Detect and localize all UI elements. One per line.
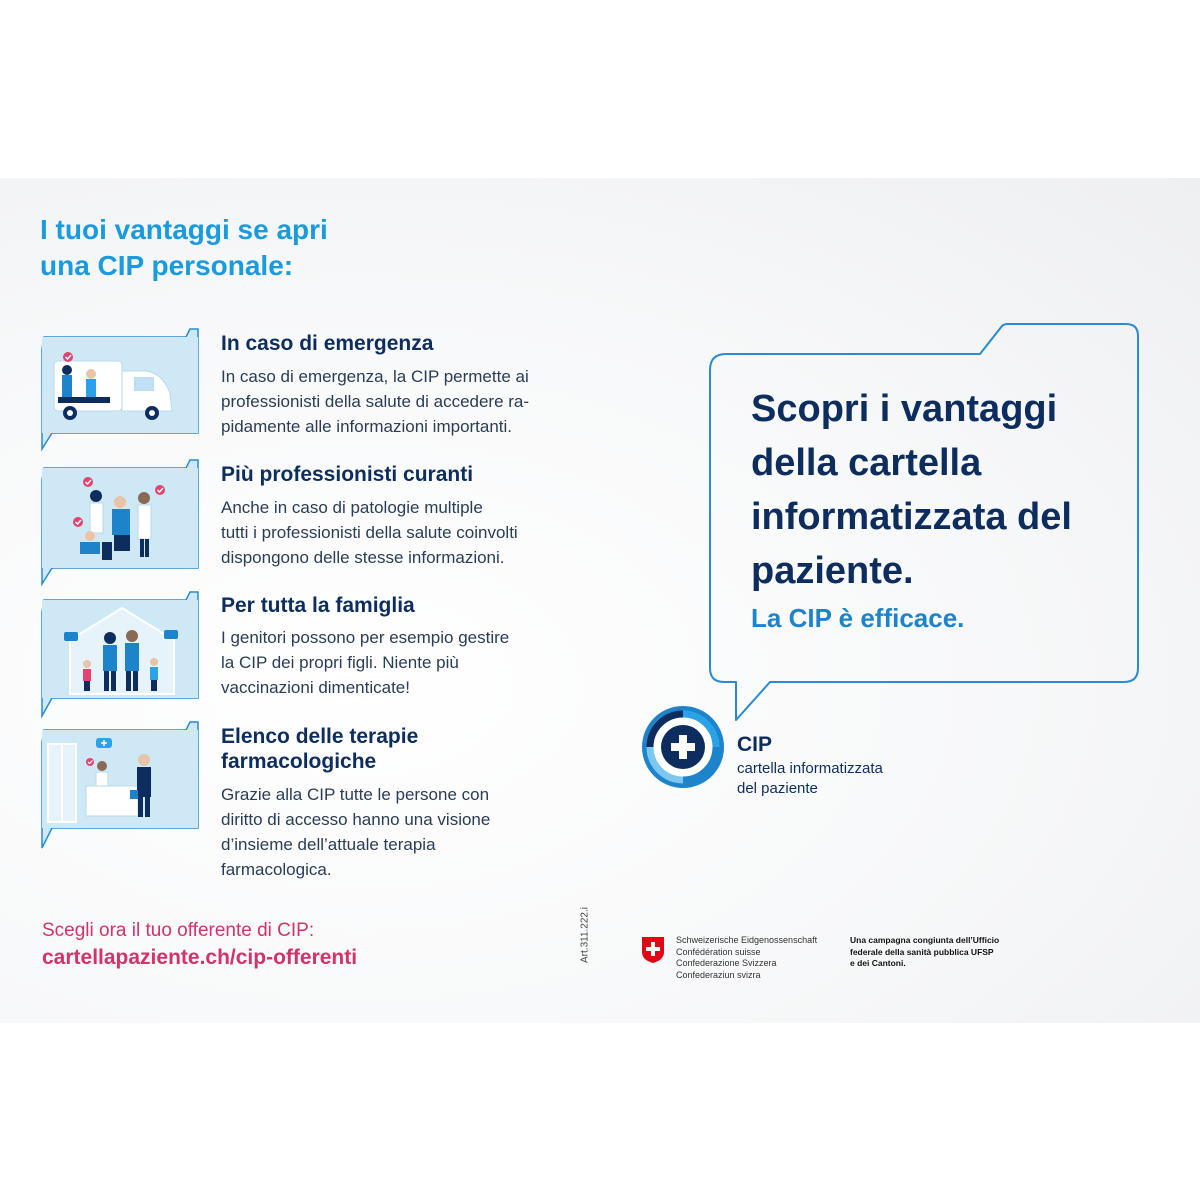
headline-line-2: una CIP personale: — [40, 250, 294, 281]
headline-line-1: I tuoi vantaggi se apri — [40, 214, 328, 245]
benefit-4-title: Elenco delle terapie farmacologiche — [221, 725, 419, 773]
benefit-4-text: Grazie alla CIP tutte le persone con diritto di accesso hanno una visione d’insieme dell’attuale terapia farmacologica. — [221, 785, 491, 879]
article-number: Art.311.222.i — [579, 907, 591, 963]
benefit-1-title: In caso di emergenza — [221, 332, 434, 355]
ambulance-illustration — [40, 327, 200, 457]
benefit-2-title: Più professionisti curanti — [221, 463, 474, 486]
logo-name: CIP — [737, 733, 773, 756]
benefit-3-text: I genitori possono per esempio gestire la CIP dei propri figli. Niente più vaccinazioni dimenticate! — [221, 628, 510, 697]
confederation-names: Schweizerische Eidgenossenschaft Confédération suisse Confederazione Svizzera Confederaziun svizra — [676, 935, 818, 980]
cta-link[interactable]: cartellapaziente.ch/cip-offerenti — [42, 946, 358, 969]
swiss-flag-icon — [641, 936, 665, 964]
benefit-1-text: In caso di emergenza, la CIP permette ai professionisti della salute di accedere ra- pidamente alle informazioni importanti. — [221, 367, 530, 436]
healthcare-team-illustration — [40, 458, 200, 588]
promo-subtitle: La CIP è efficace. — [751, 603, 965, 633]
campaign-note: Una campagna congiunta dell’Ufficio federale della sanità pubblica UFSP e dei Cantoni. — [850, 935, 1000, 968]
benefit-3-title: Per tutta la famiglia — [221, 594, 415, 617]
benefits-headline — [40, 212, 480, 284]
logo-description: cartella informatizzata del paziente — [737, 760, 883, 797]
family-illustration — [40, 590, 200, 720]
cip-logo-icon — [640, 704, 726, 790]
promo-title: Scopri i vantaggi della cartella informatizzata del paziente. — [751, 388, 1072, 592]
cta-text: Scegli ora il tuo offerente di CIP: — [42, 920, 315, 941]
pharmacy-illustration — [40, 720, 200, 850]
benefit-2-text: Anche in caso di patologie multiple tutti i professionisti della salute coinvolti dispongono delle stesse informazioni. — [221, 498, 518, 567]
